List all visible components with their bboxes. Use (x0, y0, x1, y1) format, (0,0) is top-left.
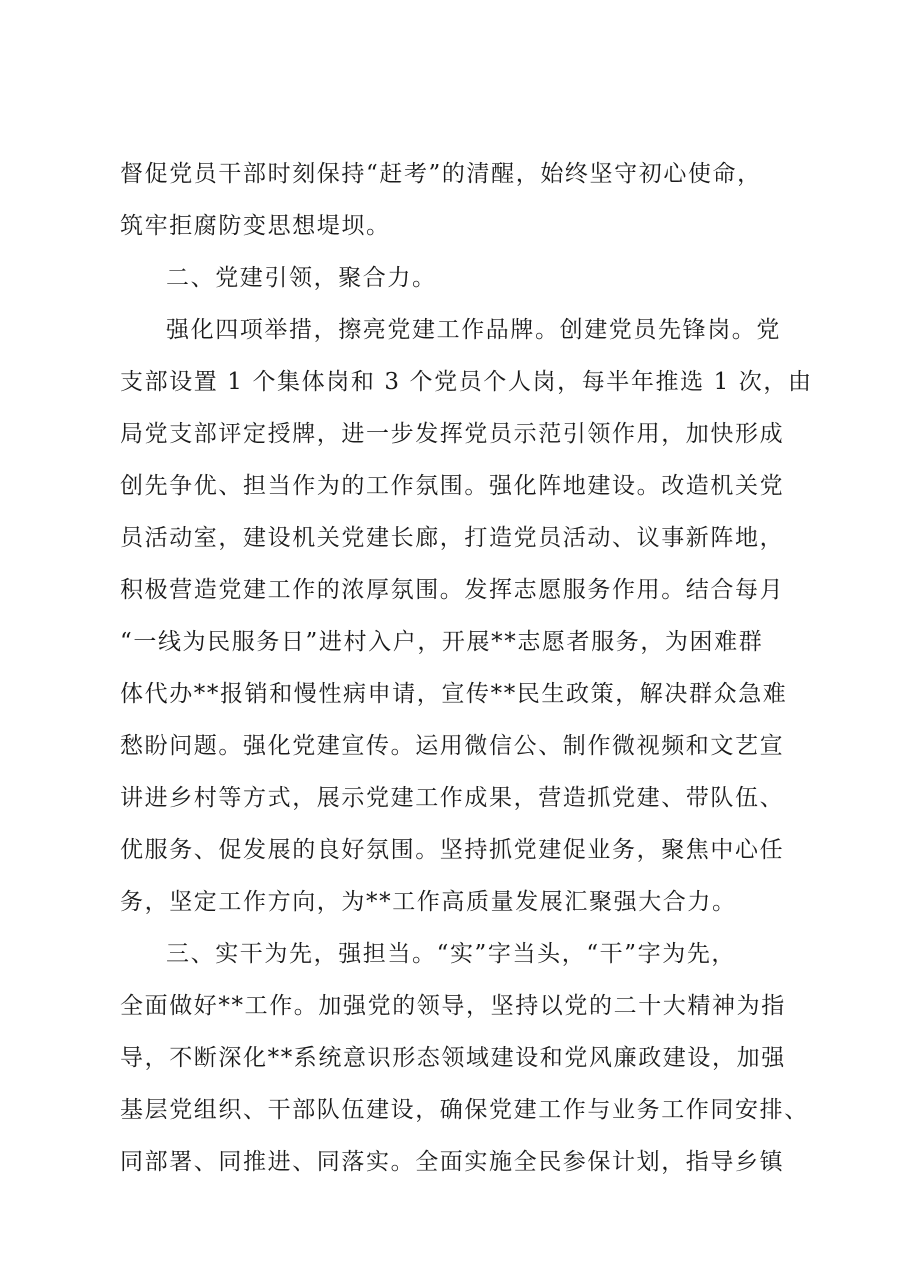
text-line: 积极营造党建工作的浓厚氛围。发挥志愿服务作用。结合每月 (120, 577, 785, 603)
text-line: 讲进乡村等方式，展示党建工作成果，营造抓党建、带队伍、 (120, 785, 785, 811)
text-line: 导，不断深化**系统意识形态领域建设和党风廉政建设，加强 (120, 1045, 786, 1071)
text-line: 基层党组织、干部队伍建设，确保党建工作与业务工作同安排、 (120, 1097, 809, 1123)
text-line: 愁盼问题。强化党建宣传。运用微信公、制作微视频和文艺宣 (120, 733, 785, 759)
text-line: 员活动室，建设机关党建长廊，打造党员活动、议事新阵地， (120, 525, 785, 551)
document-body (120, 148, 813, 1188)
text-line: 局党支部评定授牌，进一步发挥党员示范引领作用，加快形成 (120, 421, 785, 447)
text-line: 同部署、同推进、同落实。全面实施全民参保计划，指导乡镇 (120, 1149, 785, 1175)
text-line: 创先争优、担当作为的工作氛围。强化阵地建设。改造机关党 (120, 473, 785, 499)
text-line: 务，坚定工作方向，为**工作高质量发展汇聚强大合力。 (120, 889, 737, 915)
text-line: “一线为民服务日”进村入户，开展**志愿者服务，为困难群 (120, 629, 764, 655)
text-line: 体代办**报销和慢性病申请，宣传**民生政策，解决群众急难 (120, 681, 788, 707)
text-line: 优服务、促发展的良好氛围。坚持抓党建促业务，聚焦中心任 (120, 837, 785, 863)
text-line: 督促党员干部时刻保持“赶考”的清醒，始终坚守初心使命， (120, 161, 762, 187)
text-line: 全面做好**工作。加强党的领导，坚持以党的二十大精神为指 (120, 993, 786, 1019)
text-line: 强化四项举措，擦亮党建工作品牌。创建党员先锋岗。党 (166, 317, 781, 343)
text-line: 支部设置 1 个集体岗和 3 个党员个人岗，每半年推选 1 次，由 (120, 369, 813, 395)
text-line: 三、实干为先，强担当。“实”字当头，“干”字为先， (166, 941, 737, 967)
text-line: 二、党建引领，聚合力。 (166, 265, 437, 291)
text-line: 筑牢拒腐防变思想堤坝。 (120, 213, 391, 239)
